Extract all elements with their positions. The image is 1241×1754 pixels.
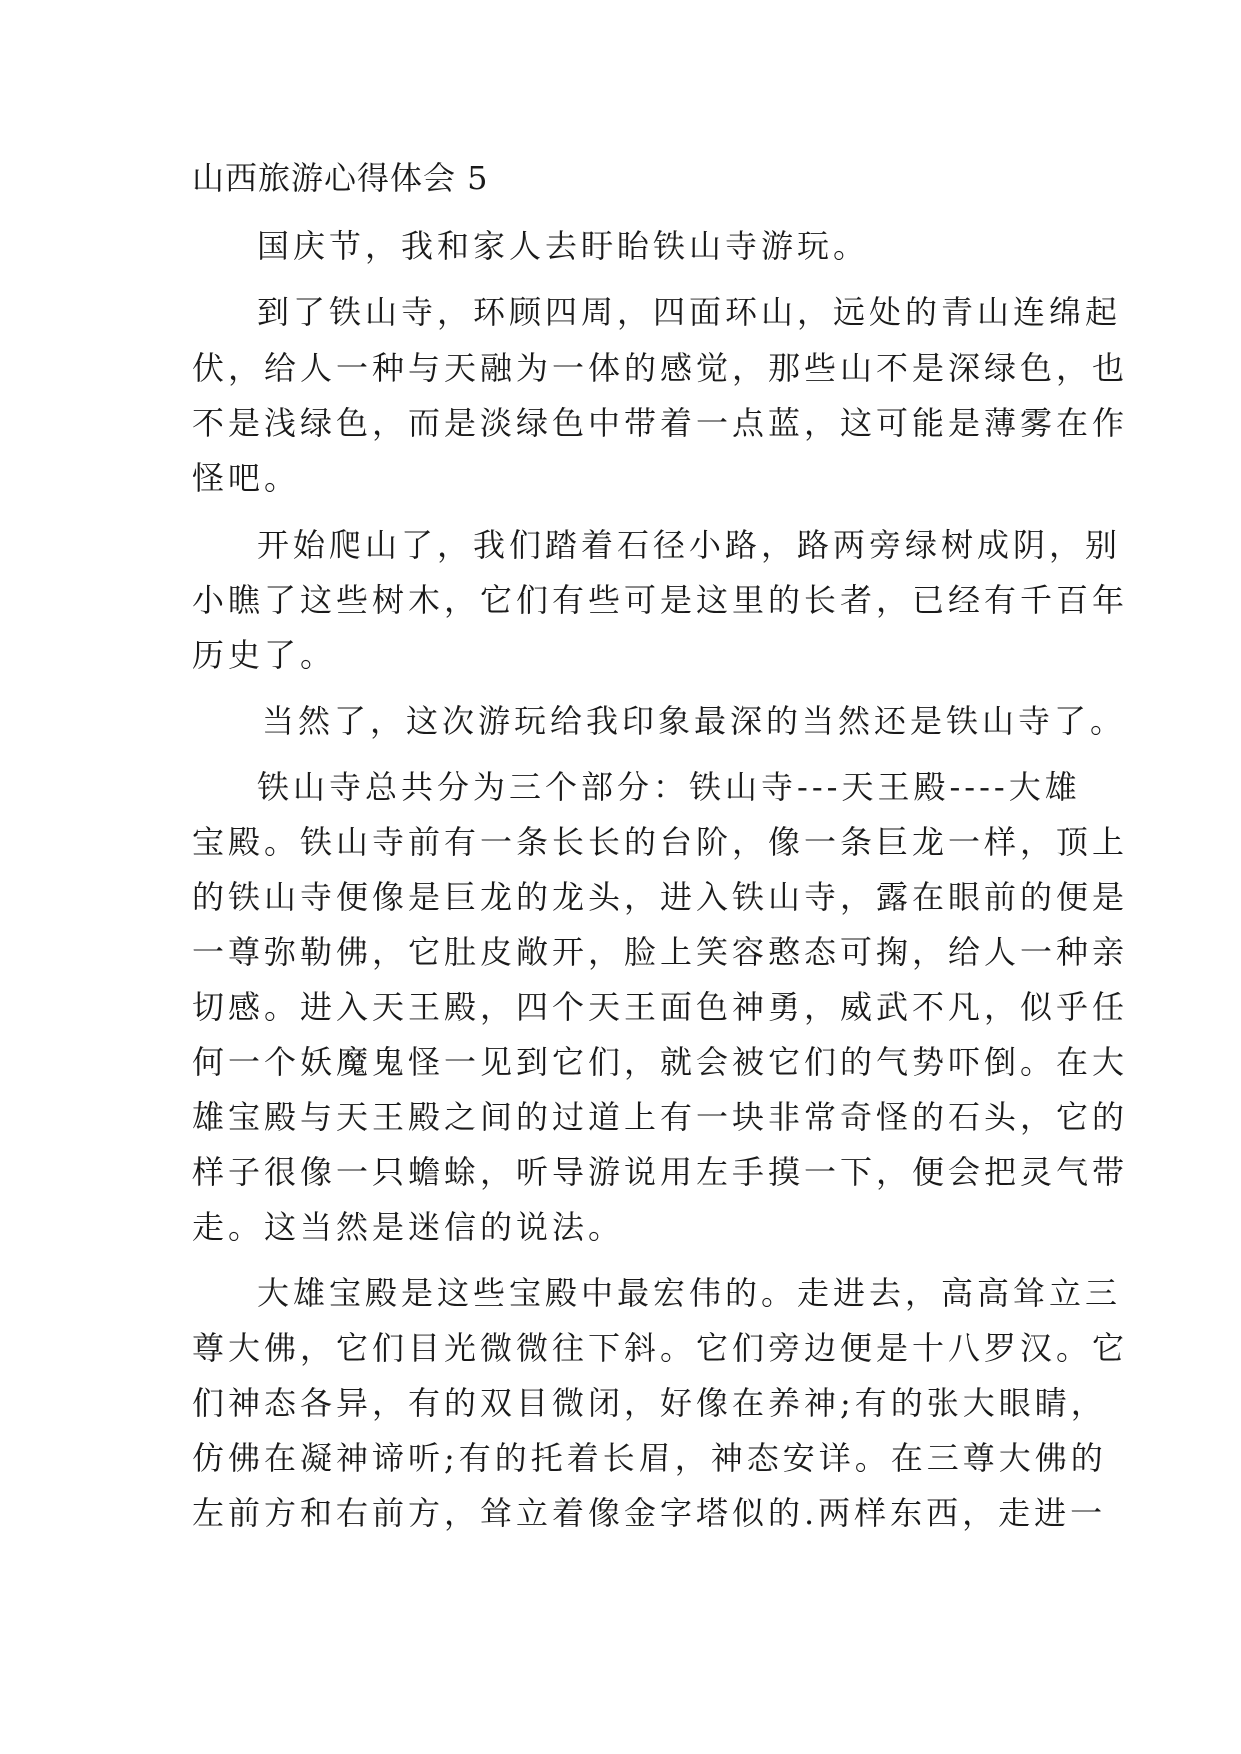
paragraph-line: 历史了。 — [192, 636, 337, 674]
paragraph-line: 雄宝殿与天王殿之间的过道上有一块非常奇怪的石头，它的 — [192, 1098, 1129, 1136]
paragraph-line: 样子很像一只蟾蜍，听导游说用左手摸一下，便会把灵气带 — [192, 1153, 1129, 1191]
paragraph-line: 当然了，这次游玩给我印象最深的当然还是铁山寺了。 — [262, 702, 1127, 740]
paragraph-line: 一尊弥勒佛，它肚皮敞开，脸上笑容憨态可掬，给人一种亲 — [192, 933, 1129, 971]
paragraph-line: 尊大佛，它们目光微微往下斜。它们旁边便是十八罗汉。它 — [192, 1329, 1129, 1367]
paragraph-line: 宝殿。铁山寺前有一条长长的台阶，像一条巨龙一样，顶上 — [192, 823, 1129, 861]
paragraph-line: 怪吧。 — [192, 459, 301, 497]
paragraph-line: 铁山寺总共分为三个部分：铁山寺---天王殿----大雄 — [257, 768, 1081, 806]
paragraph-line: 开始爬山了，我们踏着石径小路，路两旁绿树成阴，别 — [257, 526, 1122, 564]
paragraph-line: 的铁山寺便像是巨龙的龙头，进入铁山寺，露在眼前的便是 — [192, 878, 1129, 916]
paragraph-line: 们神态各异，有的双目微闭，好像在养神;有的张大眼睛， — [192, 1384, 1107, 1422]
paragraph-line: 国庆节，我和家人去盱眙铁山寺游玩。 — [257, 227, 870, 265]
paragraph-line: 不是浅绿色，而是淡绿色中带着一点蓝，这可能是薄雾在作 — [192, 404, 1129, 442]
paragraph-line: 走。这当然是迷信的说法。 — [192, 1208, 625, 1246]
paragraph-line: 切感。进入天王殿，四个天王面色神勇，威武不凡，似乎任 — [192, 988, 1129, 1026]
paragraph-line: 小瞧了这些树木，它们有些可是这里的长者，已经有千百年 — [192, 581, 1129, 619]
paragraph-line: 大雄宝殿是这些宝殿中最宏伟的。走进去，高高耸立三 — [257, 1274, 1122, 1312]
paragraph-line: 左前方和右前方，耸立着像金字塔似的.两样东西，走进一 — [192, 1494, 1107, 1532]
paragraph-line: 伏，给人一种与天融为一体的感觉，那些山不是深绿色，也 — [192, 349, 1129, 387]
paragraph-line: 到了铁山寺，环顾四周，四面环山，远处的青山连绵起 — [257, 293, 1122, 331]
paragraph-line: 仿佛在凝神谛听;有的托着长眉，神态安详。在三尊大佛的 — [192, 1439, 1107, 1477]
document-title: 山西旅游心得体会 5 — [192, 159, 489, 197]
paragraph-line: 何一个妖魔鬼怪一见到它们，就会被它们的气势吓倒。在大 — [192, 1043, 1129, 1081]
